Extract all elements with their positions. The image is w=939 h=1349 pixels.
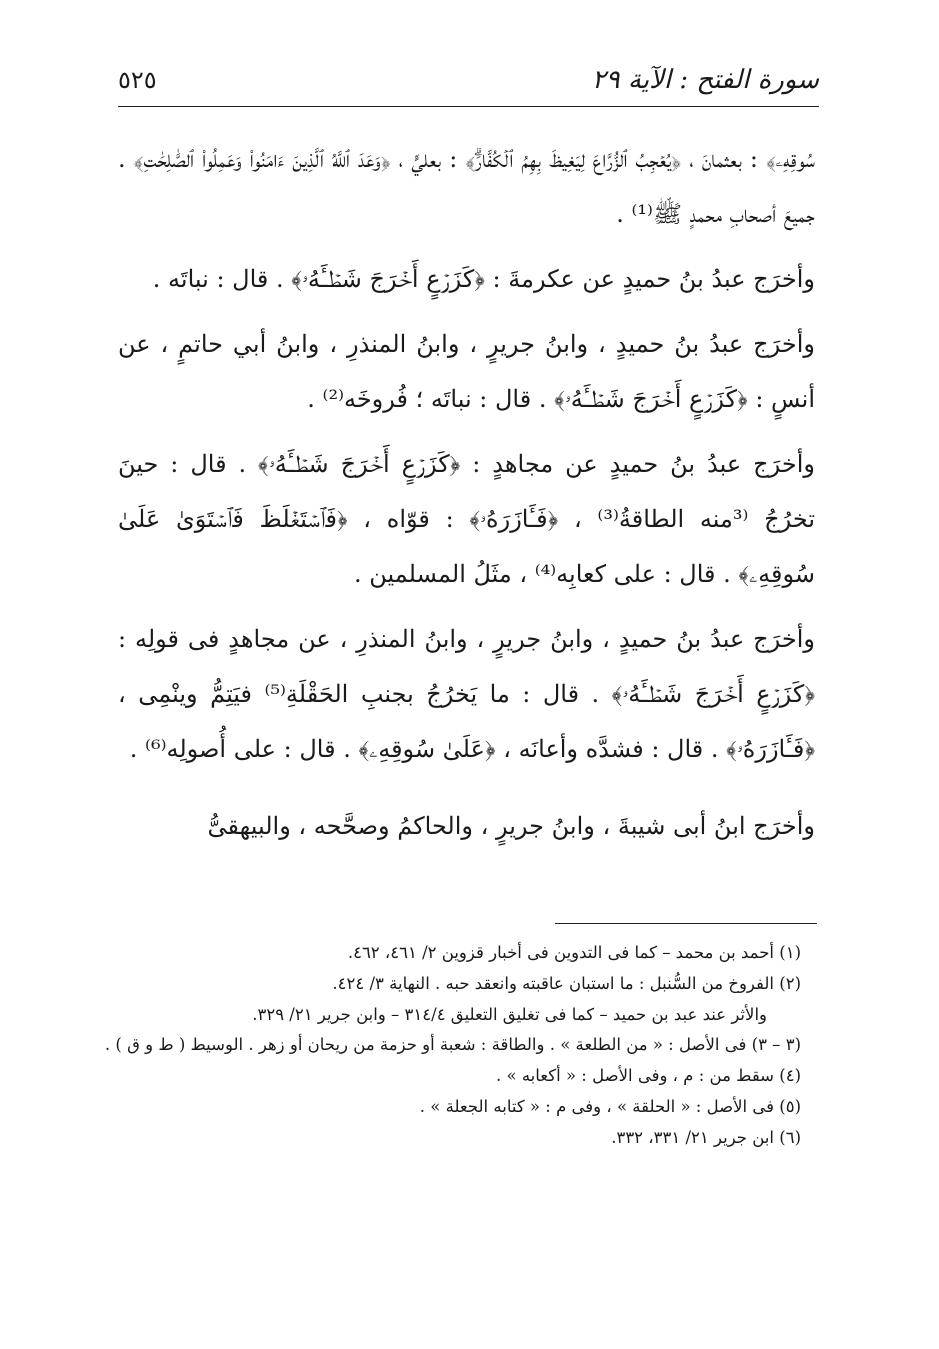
footnotes xyxy=(104,938,801,1154)
footnote: (٤) سقط من : م ، وفى الأصل : « أكعابه » . xyxy=(496,1066,801,1086)
footnote-continuation: والأثر عند عبد بن حميد – كما فى تغليق التعليق ٣١٤/٤ – وابن جرير ٢١/ ٣٢٩. xyxy=(252,1004,767,1024)
footnote: (٣ – ٣) فى الأصل : « من الطلعة » . والطاقة : شعبة أو حزمة من ريحان أو زهر . الوسيط ( ط و ق ) . xyxy=(104,1035,801,1055)
paragraph: وأخرَج عبدُ بنُ حميدٍ ، وابنُ جريرٍ ، وابنُ المنذرِ ، عن مجاهدٍ فى قولِه : ﴿كَزَرۡعٍ أَخۡرَجَ شَطۡـَٔهُۥ﴾ . قال : ما يَخرُجُ بجنبِ الحَقْلَةِ⁽⁵⁾ فيَتِمُّ وينْمِى ، ﴿فَـَٔازَرَهُۥ﴾ . قال : فشدَّه وأعانَه ، ﴿عَلَىٰ سُوقِهِۦ﴾ . قال : على أُصولِه⁽⁶⁾ . xyxy=(118,625,815,763)
paragraph: وأخرَج عبدُ بنُ حميدٍ عن مجاهدٍ : ﴿كَزَرۡعٍ أَخۡرَجَ شَطۡـَٔهُۥ﴾ . قال : حينَ تخرُجُ ⁽³منه الطاقةُ⁽³⁾ ، ﴿فَـَٔازَرَهُۥ﴾ : قوّاه ، ﴿فَٱسۡتَغۡلَظَ فَٱسۡتَوَىٰ عَلَىٰ سُوقِهِۦ﴾ . قال : على كعابِه⁽⁴⁾ ، مثَلُ المسلمين . xyxy=(118,450,816,588)
main-text xyxy=(118,132,815,854)
running-title: سورة الفتح : الآية ٢٩ xyxy=(591,65,819,95)
footnote-divider xyxy=(555,923,817,924)
page-number: ٥٢٥ xyxy=(118,66,157,94)
footnote: (٥) فى الأصل : « الحلقة » ، وفى م : « كتابه الجعلة » . xyxy=(419,1096,801,1116)
paragraph: وأخرَج عبدُ بنُ حميدٍ ، وابنُ جريرٍ ، وابنُ المنذرِ ، وابنُ أبي حاتمٍ ، عن أنسٍ : ﴿كَزَرۡعٍ أَخۡرَجَ شَطۡـَٔهُۥ﴾ . قال : نباتَه ؛ فُروخَه⁽²⁾ . xyxy=(118,330,815,413)
paragraph: وأخرَج عبدُ بنُ حميدٍ عن عكرمةَ : ﴿كَزَرۡعٍ أَخۡرَجَ شَطۡـَٔهُۥ﴾ . قال : نباتَه . xyxy=(152,265,815,293)
paragraph: سُوقِهِۦ﴾ : بعثمانَ ، ﴿يُعۡجِبُ ٱلزُّرَّاعَ لِيَغِيظَ بِهِمُ ٱلۡكُفَّارَۗ﴾ : بعليٍّ ، ﴿وَعَدَ ٱللَّهُ ٱلَّذِينَ ءَامَنُواْ وَعَمِلُواْ ٱلصَّٰلِحَٰتِ﴾ . جميعَ أصحابِ محمدٍ ﷺ⁽¹⁾ . xyxy=(118,145,815,228)
footnote: (٢) الفروخ من السُّنبل : ما استبان عاقبته وانعقد حبه . النهاية ٣/ ٤٢٤. xyxy=(332,973,801,993)
footnote: (٦) ابن جرير ٢١/ ٣٣١، ٣٣٢. xyxy=(611,1127,801,1147)
paragraph: وأخرَج ابنُ أبى شيبةَ ، وابنُ جريرٍ ، والحاكمُ وصحَّحه ، والبيهقىُّ xyxy=(207,812,815,840)
footnote: (١) أحمد بن محمد – كما فى التدوين فى أخبار قزوين ٢/ ٤٦١، ٤٦٢. xyxy=(347,943,801,962)
page-header xyxy=(118,58,819,102)
header-divider xyxy=(118,106,819,107)
